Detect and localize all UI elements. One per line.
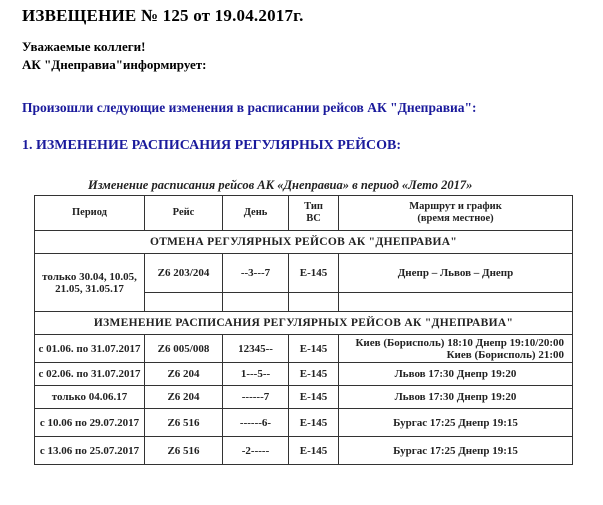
cell-day: ------7 bbox=[223, 386, 289, 409]
cell-type: E-145 bbox=[289, 409, 339, 437]
cell-flight: Z6 005/008 bbox=[145, 335, 223, 363]
table-row bbox=[35, 386, 573, 409]
cell-route: Львов 17:30 Днепр 19:20 bbox=[339, 386, 573, 409]
notice-title: ИЗВЕЩЕНИЕ № 125 от 19.04.2017г. bbox=[22, 6, 304, 25]
route-line: Киев (Борисполь) 18:10 Днепр 19:10/20:00 bbox=[355, 336, 564, 349]
table-row bbox=[35, 409, 573, 437]
cell-flight: Z6 516 bbox=[145, 409, 223, 437]
cell-period: с 01.06. по 31.07.2017 bbox=[35, 335, 145, 363]
cell-route: Бургас 17:25 Днепр 19:15 bbox=[339, 409, 573, 437]
cell-day: ------6- bbox=[223, 409, 289, 437]
schedule-table bbox=[34, 195, 573, 465]
cell-day: --3---7 bbox=[223, 254, 289, 293]
cell-type: E-145 bbox=[289, 386, 339, 409]
table-caption: Изменение расписания рейсов АК «Днеправиа» в период «Лето 2017» bbox=[88, 178, 473, 192]
cell-day: 12345-- bbox=[223, 335, 289, 363]
cell-flight: Z6 516 bbox=[145, 437, 223, 465]
col-route bbox=[339, 196, 573, 231]
table-row bbox=[35, 254, 573, 293]
cell-route: Львов 17:30 Днепр 19:20 bbox=[339, 363, 573, 386]
cell-flight: Z6 203/204 bbox=[145, 254, 223, 293]
change-section-header: ИЗМЕНЕНИЕ РАСПИСАНИЯ РЕГУЛЯРНЫХ РЕЙСОВ АК "ДНЕПРАВИА" bbox=[35, 312, 573, 335]
col-aircraft-type bbox=[289, 196, 339, 231]
airline-informs-line: АК "Днеправиа"информирует: bbox=[22, 57, 207, 72]
col-type-line1: Тип bbox=[304, 201, 323, 212]
cell-empty bbox=[223, 293, 289, 312]
route-line: Киев (Борисполь) 21:00 bbox=[446, 348, 564, 361]
table-header-row bbox=[35, 196, 573, 231]
cell-type: E-145 bbox=[289, 437, 339, 465]
cell-flight: Z6 204 bbox=[145, 363, 223, 386]
cancel-section-header: ОТМЕНА РЕГУЛЯРНЫХ РЕЙСОВ АК "ДНЕПРАВИА" bbox=[35, 231, 573, 254]
cell-empty bbox=[339, 293, 573, 312]
cancel-section-row bbox=[35, 231, 573, 254]
cell-day: -2----- bbox=[223, 437, 289, 465]
col-day: День bbox=[223, 196, 289, 231]
col-route-line2: (время местное) bbox=[417, 213, 494, 224]
cell-day: 1---5-- bbox=[223, 363, 289, 386]
cell-period: только 04.06.17 bbox=[35, 386, 145, 409]
greeting-block bbox=[22, 38, 206, 74]
col-type-line2: ВС bbox=[306, 213, 321, 224]
col-route-line1: Маршрут и график bbox=[409, 201, 502, 212]
table-row bbox=[35, 335, 573, 363]
col-flight: Рейс bbox=[145, 196, 223, 231]
cell-period: с 02.06. по 31.07.2017 bbox=[35, 363, 145, 386]
cell-type: E-145 bbox=[289, 363, 339, 386]
cell-empty bbox=[289, 293, 339, 312]
greeting-line: Уважаемые коллеги! bbox=[22, 39, 146, 54]
cell-period: с 10.06 по 29.07.2017 bbox=[35, 409, 145, 437]
cell-empty bbox=[145, 293, 223, 312]
table-row bbox=[35, 437, 573, 465]
cell-type: E-145 bbox=[289, 254, 339, 293]
cell-flight: Z6 204 bbox=[145, 386, 223, 409]
section-title: 1. ИЗМЕНЕНИЕ РАСПИСАНИЯ РЕГУЛЯРНЫХ РЕЙСОВ: bbox=[22, 138, 401, 153]
change-section-row bbox=[35, 312, 573, 335]
cell-route: Бургас 17:25 Днепр 19:15 bbox=[339, 437, 573, 465]
cell-period: с 13.06 по 25.07.2017 bbox=[35, 437, 145, 465]
cell-period: только 30.04, 10.05, 21.05, 31.05.17 bbox=[35, 254, 145, 312]
col-period: Период bbox=[35, 196, 145, 231]
cell-type: E-145 bbox=[289, 335, 339, 363]
intro-text: Произошли следующие изменения в расписании рейсов АК "Днеправиа": bbox=[22, 100, 477, 115]
cell-route bbox=[339, 335, 573, 363]
cell-route: Днепр – Львов – Днепр bbox=[339, 254, 573, 293]
table-row bbox=[35, 363, 573, 386]
